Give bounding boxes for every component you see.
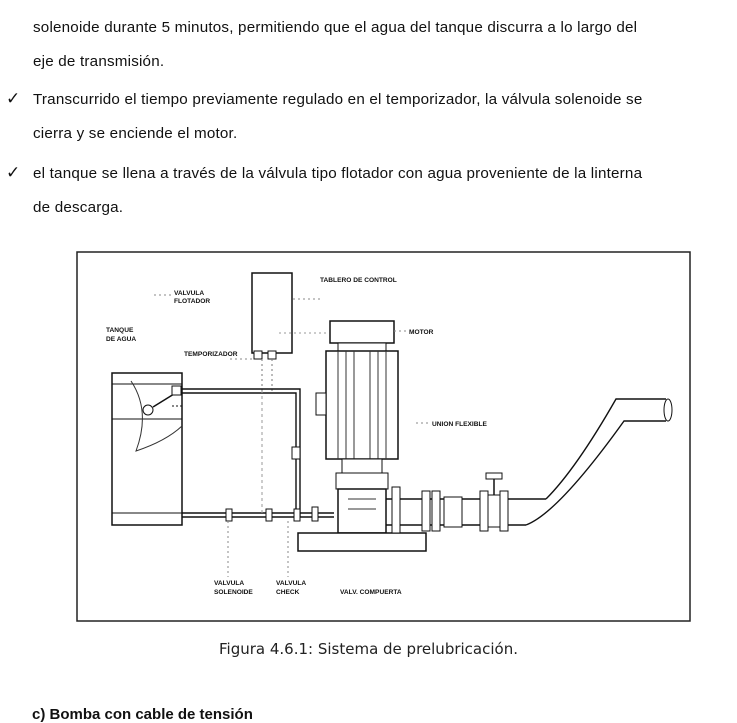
figure-caption: Figura 4.6.1: Sistema de prelubricación. (219, 640, 518, 658)
label-valvula-solenoide: SOLENOIDE (214, 589, 253, 596)
text-line: cierra y se enciende el motor. (33, 125, 238, 142)
text-line: Transcurrido el tiempo previamente regulado en el temporizador, la válvula solenoide se (33, 91, 643, 108)
label-temporizador: TEMPORIZADOR (184, 351, 238, 358)
label-union-flexible: UNION FLEXIBLE (432, 421, 487, 428)
diagram-svg (76, 251, 691, 622)
label-valvula-check: CHECK (276, 589, 300, 596)
label-valvula-solenoide: VALVULA (214, 580, 245, 587)
prelubrication-diagram (76, 251, 691, 622)
label-valvula-flotador: VALVULA (174, 290, 205, 297)
text-line: el tanque se llena a través de la válvula tipo flotador con agua proveniente de la linterna (33, 165, 643, 182)
label-motor: MOTOR (409, 329, 434, 336)
text-line: eje de transmisión. (33, 53, 165, 70)
water-tank (112, 373, 182, 525)
label-tanque-agua: DE AGUA (106, 336, 137, 343)
label-valv-compuerta: VALV. COMPUERTA (340, 589, 402, 596)
label-tanque-agua: TANQUE (106, 327, 134, 334)
checkmark-icon: ✓ (6, 89, 21, 108)
checkmark-icon: ✓ (6, 163, 21, 182)
text-line: de descarga. (33, 199, 124, 216)
next-section-heading: c) Bomba con cable de tensión (32, 706, 253, 723)
text-line: solenoide durante 5 minutos, permitiendo que el agua del tanque discurra a lo largo del (33, 19, 638, 36)
label-tablero-control: TABLERO DE CONTROL (320, 277, 397, 284)
label-valvula-flotador: FLOTADOR (174, 298, 211, 305)
label-valvula-check: VALVULA (276, 580, 307, 587)
